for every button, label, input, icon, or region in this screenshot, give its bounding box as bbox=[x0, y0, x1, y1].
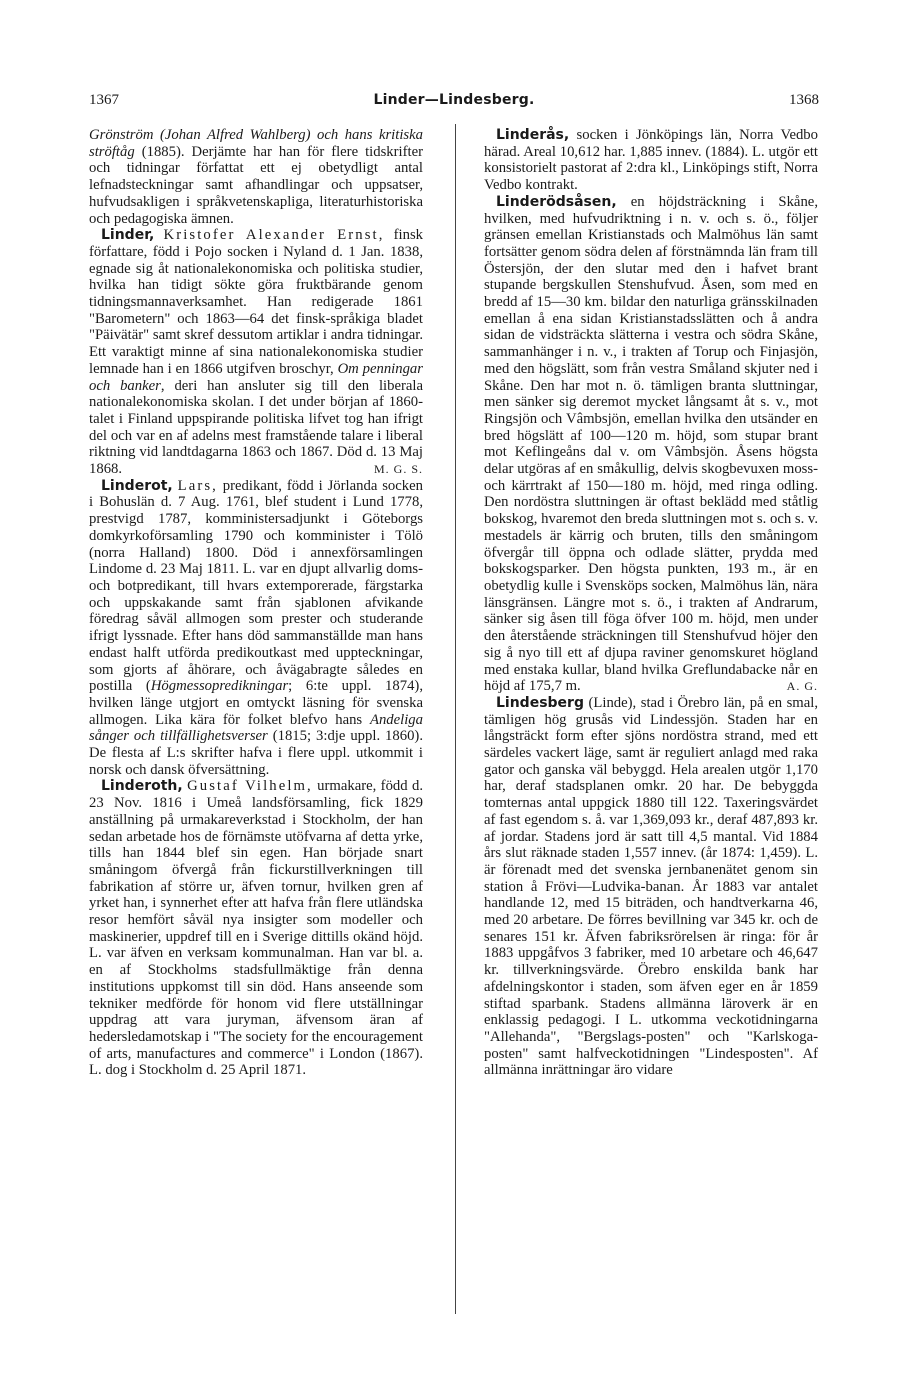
lemma-heading: Linder, bbox=[101, 227, 155, 244]
article-text: ; 6:te uppl. 1874), hvilken länge utgjort en omtyckt läsning för svenska allmogen. Lika kära för folket blefvo hans bbox=[89, 678, 423, 728]
article-text: urmakare, född d. 23 Nov. 1816 i Umeå landsförsamling, fick 1829 anställning på urmakareverkstad i Stockholm, der han sedan arbetade hos de förnämste utöfvarna af detta yrke, tills han 1844 blef sin egen. Han började snart småningom öfvergå från fickurstillverkningen till fabrikation af större ur, äfven tornur, hvilken gren af yrket han, i synnerhet efter att hafva från flere utländska resor hemfört såväl nya insigter som modeller och maskinerier, uppdref till en i Sverige dittills okänd höjd. L. var äfven en verksam kommunalman. Han var bl. a. en af Stockholms stadsfullmäktige från denna institutions uppkomst till sin död. Hans anseende som tekniker medförde för honom vid flere utställningar uppdrag att vara juryman, äfvensom äran af hedersledamotskap i "The society for the encouragement of arts, manufactures and commerce" i London (1867). L. dog i Stockholm d. 25 April 1871. bbox=[89, 778, 424, 1079]
lemma-heading: Linderoth, bbox=[101, 778, 183, 795]
lemma-heading: Linderås, bbox=[496, 127, 570, 143]
article-linderodsasen bbox=[484, 194, 818, 695]
author-signature: M. G. S. bbox=[373, 462, 423, 477]
running-header bbox=[89, 92, 819, 114]
italic-title: Om penningar och banker bbox=[89, 360, 423, 394]
left-page-number: 1367 bbox=[89, 92, 119, 108]
italic-title: Grönström (Johan Alfred Wahlberg) och hans kritiska ströftåg bbox=[89, 127, 423, 160]
article-linderot bbox=[89, 478, 423, 779]
person-names: Gustaf Vilhelm, bbox=[187, 778, 313, 795]
article-text: finsk författare, född i Pojo socken i Nyland d. 1 Jan. 1838, egnade sig åt nationalekonomiska och politiska studier, hvilka han tidigt sökte göra fruktbärande genom tidningsmannaverksamhet. Han redigerade 1861 "Barometern" och 1863—64 det finsk-språkiga bladet "Päivätär" samt skref dessutom artiklar i andra tidningar. Ett varaktigt minne af sina nationalekonomiska studier lemnade han i en 1866 utgifven broschyr, bbox=[89, 227, 424, 377]
article-text: (1815; 3:dje uppl. 1860). De flesta af L:s skrifter hafva i flere uppl. utkommit i norsk och dansk öfversättning. bbox=[89, 728, 423, 778]
article-text: (1885). Derjämte har han för flere tidskrifter och tidningar författat ett ej obetydligt antal lefnadsteckningar samt afhandlingar och uppsatser, hufvudsakligen i språkvetenskapliga, literaturhistoriska och pedagogiska ämnen. bbox=[89, 143, 423, 227]
article-text: socken i Jönköpings län, Norra Vedbo härad. Areal 10,612 har. 1,885 innev. (1884). L. utgör ett konsistorielt pastorat af 2:dra kl., Linköpings stift, Norra Vedbo kontrakt. bbox=[484, 127, 818, 194]
article-linderas bbox=[484, 127, 818, 194]
running-title: Linder—Lindesberg. bbox=[373, 92, 535, 108]
right-page-number: 1368 bbox=[789, 92, 819, 108]
article-text: predikant, född i Jörlanda socken i Bohuslän d. 7 Aug. 1761, blef student i Lund 1778, prestvigd 1787, komministersadjunkt i Göteborgs domkyrkoförsamling 1790 och komminister i Tölö (norra Halland) 1800. Död i annexförsamlingen Lindome d. 23 Maj 1811. L. var en djupt allvarlig doms- och botpredikant, till hvars extemporerade, färgstarka och uppskakande samt från sjablonen afvikande föredrag såväl allmogen som prester och studerande ifrigt lyssnade. Efter hans död sammanställde man hans endast halft utförda predikoutkast med uppteckningar, som gjorts af åhörare, och åvägabragte således en postilla ( bbox=[89, 477, 424, 695]
author-signature: A. G. bbox=[786, 679, 818, 694]
lemma-heading: Lindesberg bbox=[496, 694, 584, 711]
article-linder bbox=[89, 227, 423, 478]
left-column bbox=[89, 127, 423, 1079]
lemma-heading: Linderödsåsen, bbox=[496, 193, 617, 210]
right-column bbox=[484, 127, 818, 1079]
person-names: Lars, bbox=[177, 477, 218, 494]
article-text: (Linde), stad i Örebro län, på en smal, tämligen hög grusås vid Lindessjön. Staden har en långsträckt form efter sjöns nordöstra strand, med ett särdeles vackert läge, samt är reguliert anlagd med raka gator och ganska väl bebyggd. Hela arealen utgör 1,170 har, deraf stadsplanen omkr. 20 har. De bebyggda tomternas antal uppgick 1880 till 122. Taxeringsvärdet af fast egendom s. å. var 1,369,093 kr., deraf 487,893 kr. af jordar. Stadens jord är satt till 4,5 mantal. Vid 1884 års slut räknade staden 1,557 innev. (år 1874: 1,459). L. är förenadt med det svenska jernbanenätet genom sin station å Frövi—Ludvika-banan. År 1883 var antalet handlande 12, med 15 biträden, och handtverkarna 46, med 20 arbetare. De förres bevillning var 345 kr. och de senares 151 kr. Äfven fabriksrörelsen är ringa: för år 1883 uppgåfvos 3 fabriker, med 10 arbetare och 46,647 kr. tillverkningsvärde. Örebro enskilda bank har afdelningskontor i staden, som äfven eger en år 1859 stiftad sparbank. Stadens allmänna läroverk är en enklassig pedagogi. I L. utkomma veckotidningarna "Allehanda", "Bergslags-posten" och "Karlskoga-posten" samt halfveckotidningen "Lindesposten". Af allmänna inrättningar äro vidare bbox=[484, 694, 818, 1079]
italic-title: Andeliga sånger och tillfällighetsverser bbox=[89, 711, 423, 745]
article-continuation bbox=[89, 127, 423, 227]
italic-title: Högmessopredikningar bbox=[150, 678, 289, 695]
article-linderoth bbox=[89, 778, 423, 1079]
person-names: Kristofer Alexander Ernst, bbox=[163, 227, 385, 244]
column-divider bbox=[455, 124, 456, 1314]
lemma-heading: Linderot, bbox=[101, 477, 173, 494]
article-text: , deri han ansluter sig till den liberala nationalekonomiska skolan. I det under början af 1860-talet i Finland uppspirande politiska lifvet tog han ifrigt del och var en af adelns mest framstående talare i liberal riktning vid landtdagarna 1863 och 1867. Död d. 13 Maj 1868. bbox=[89, 377, 423, 478]
article-text: en höjdsträckning i Skåne, hvilken, med hufvudriktning i n. v. och s. ö., följer gränsen emellan Kristianstads och Malmöhus län samt fortsätter genom södra delen af förstnämnda län fram till Östersjön, der den slutar med den i hafvet brant stupande bergskullen Stenshufvud. Åsen, som med en bredd af 15—30 km. bildar den naturliga gränsskilnaden emellan å ena sidan Kristianstadsslätten och å andra sidan de vidsträckta slätterna i vestra och södra Skåne, sammanhänger i n. v., i trakten af Torup och Finjasjön, med den högslätt, som från vestra Småland skjuter ned i Skåne. Den har mot n. ö. tämligen branta sluttningar, men sänker sig deremot mycket långsamt åt s. v., mot Ringsjön och Vâmbsjön, emellan hvilka den utsänder en bred högslätt af 100—120 m. höjd, som stupar brant mot Keflingeåns dal v. om Vâmbsjön. Åsens högsta delar utgöras af en småkullig, delvis skogbevuxen moss- och kärrtrakt af 150—180 m. höjd, med ringa odling. Den nordöstra sluttningen är oftast beklädd med ståtlig bokskog, hvaremot den breda sluttningen mot s. och s. v. mestadels är kärrig och bruten, tills den småningom öfvergår till öppna och odlade slätter, prydda med bokskogsparker. Den högsta punkten, 193 m., är en obetydlig kulle i Svensköps socken, Malmöhus län, nära länsgränsen. Längre mot s. ö., i trakten af Andrarum, sänker sig åsen till föga öfver 100 m. höjd, men under den återstående sträckningen till Stenshufvud höjer den sig å nyo till ett af djupa raviner genomskuret högland med enstaka kullar, bland hvilka Greflundabacke når en höjd af 175,7 m. bbox=[484, 193, 818, 695]
article-lindesberg bbox=[484, 695, 818, 1079]
